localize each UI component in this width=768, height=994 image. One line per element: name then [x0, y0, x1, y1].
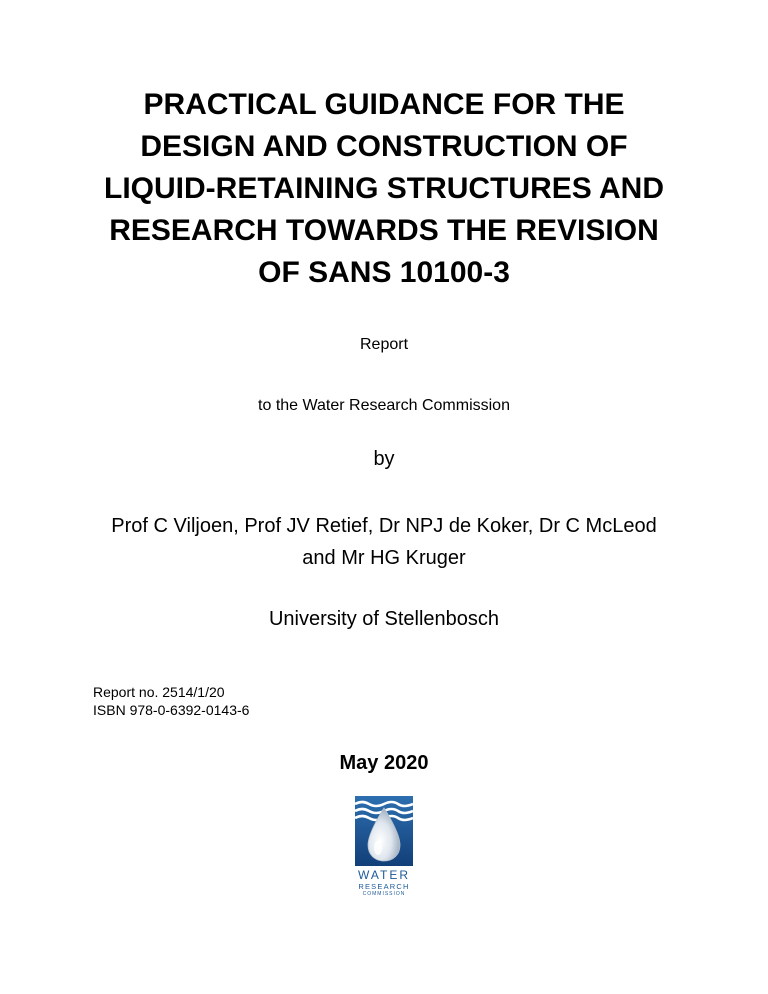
author-line: and Mr HG Kruger [302, 547, 466, 569]
logo-text-commission: COMMISSION [362, 891, 406, 897]
wrc-logo [355, 796, 413, 898]
report-title [60, 84, 708, 294]
institution: University of Stellenbosch [268, 608, 500, 630]
logo-wordmark [355, 869, 413, 898]
author-list [0, 510, 768, 574]
report-metadata [93, 683, 249, 719]
title-line: RESEARCH TOWARDS THE REVISION [109, 214, 659, 247]
title-line: DESIGN AND CONSTRUCTION OF [140, 130, 628, 163]
title-line: OF SANS 10100-3 [258, 256, 510, 289]
publication-date: May 2020 [339, 752, 429, 774]
title-line: PRACTICAL GUIDANCE FOR THE [143, 88, 625, 121]
title-line: LIQUID-RETAINING STRUCTURES AND [104, 172, 664, 205]
recipient-line: to the Water Research Commission [258, 397, 510, 414]
isbn: ISBN 978-0-6392-0143-6 [93, 702, 250, 718]
report-label: Report [359, 336, 409, 353]
author-line: Prof C Viljoen, Prof JV Retief, Dr NPJ de Koker, Dr C McLeod [111, 515, 657, 537]
logo-text-water: WATER [358, 868, 410, 882]
report-number: Report no. 2514/1/20 [93, 684, 225, 700]
by-label: by [373, 448, 395, 470]
water-drop-logo-icon [355, 796, 413, 866]
logo-text-research: RESEARCH [358, 882, 410, 891]
